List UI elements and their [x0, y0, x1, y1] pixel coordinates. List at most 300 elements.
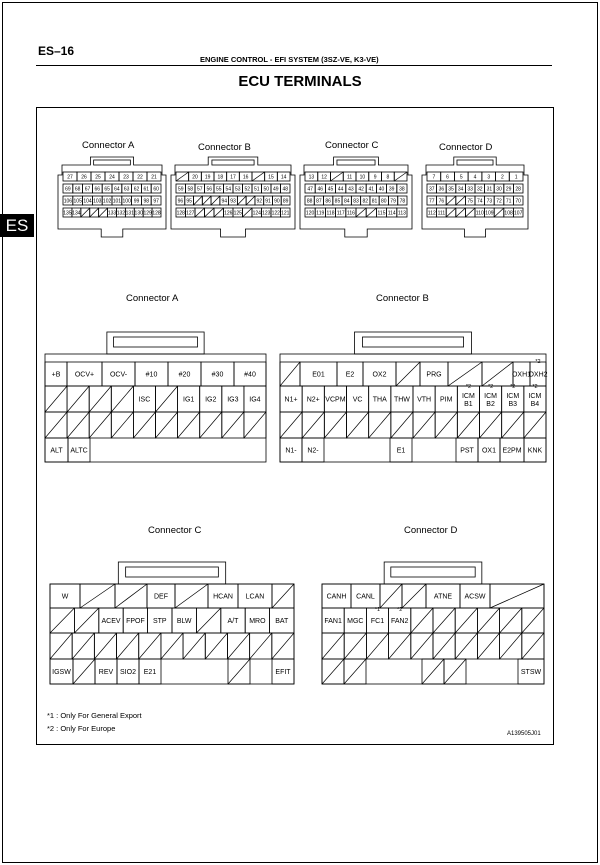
- connector-b-terminal-label: N1+: [284, 396, 298, 404]
- photo-connector-b-label: Connector B: [198, 142, 251, 153]
- photo-connector-b-pin-blank-slash: [194, 196, 203, 205]
- photo-connector-c-pin-label: 44: [337, 186, 344, 193]
- connector-c-terminal-label: ACEV: [101, 618, 121, 625]
- connector-b-superscript: *2: [510, 384, 516, 390]
- connector-b-terminal-label: E2: [345, 371, 355, 379]
- photo-connector-b-pin-label: 123: [262, 210, 271, 217]
- connector-d-terminal-label: CANL: [356, 593, 375, 601]
- photo-connector-d-pin-label: 5: [459, 174, 463, 181]
- connector-d-label: Connector D: [404, 525, 458, 536]
- photo-connector-c-pin-blank-slash: [394, 172, 407, 181]
- photo-connector-b-pin-label: 51: [253, 186, 260, 193]
- connector-d-blank-cell-slash: [402, 584, 426, 608]
- photo-connector-c-pin-label: 11: [347, 174, 353, 181]
- photo-connector-b-pin-label: 49: [272, 186, 279, 193]
- photo-connector-c-pin-label: 39: [388, 186, 395, 193]
- connector-a-terminal-label: IG3: [227, 396, 239, 404]
- connector-b-latch-inner: [362, 337, 463, 347]
- connector-d-terminal-label: ATNE: [433, 593, 453, 601]
- connector-d-blank-cell-slash: [366, 633, 388, 659]
- connector-a-blank-cell-slash: [111, 412, 133, 438]
- photo-connector-c-pin-label: 114: [387, 210, 396, 217]
- connector-c-terminal-label: REV: [98, 669, 114, 676]
- photo-connector-d-pin-label: 108: [504, 210, 513, 217]
- connector-c-blank-cell-slash: [183, 633, 205, 659]
- photo-connector-d-latch: [457, 160, 493, 165]
- connector-d-blank-cell-slash: [455, 633, 477, 659]
- photo-connector-b-pin-label: 94: [221, 198, 228, 205]
- photo-connector-c-pin-label: 86: [325, 198, 331, 205]
- connector-b-blank-cell-slash: [302, 412, 324, 438]
- connector-d-blank-cell-slash: [455, 608, 477, 633]
- connector-c-blank-cell-slash: [228, 659, 250, 684]
- photo-connector-d-pin-label: 35: [448, 186, 454, 193]
- connector-a-terminal-label: #40: [244, 371, 256, 379]
- photo-connector-a-pin-label: 101: [112, 198, 122, 205]
- photo-connector-d-pin-label: 2: [501, 174, 504, 181]
- photo-connector-c-pin-label: 83: [353, 198, 359, 205]
- photo-connector-b-pin-label: 92: [256, 198, 263, 205]
- connector-a-label: Connector A: [126, 293, 179, 304]
- connector-a-terminal-label: IG4: [249, 396, 261, 404]
- connector-d-blank-cell-slash: [433, 608, 455, 633]
- photo-connector-a-pin-label: 97: [153, 198, 159, 205]
- photo-connector-a-pin-label: 130: [134, 210, 143, 217]
- connector-d-terminal-label: FAN2: [390, 618, 409, 625]
- connector-b-terminal-label: B4: [530, 401, 540, 408]
- connector-d-terminal-label: ACSW: [464, 593, 486, 601]
- connector-b-terminal-label: B1: [464, 401, 473, 408]
- connector-c-blank-cell-slash: [139, 633, 161, 659]
- connector-c-terminal-label: FPOF: [126, 618, 145, 625]
- photo-connector-b-pin-label: 15: [268, 174, 274, 181]
- connector-d-blank-cell-slash: [344, 659, 366, 684]
- connector-a-blank-cell-slash: [156, 412, 178, 438]
- photo-connector-a-pin-label: 65: [104, 186, 110, 193]
- connector-b-terminal-label: OXH1: [511, 371, 532, 379]
- note-europe: *2 : Only For Europe: [47, 724, 116, 733]
- connector-b-terminal-label: PRG: [426, 371, 442, 379]
- connector-d-superscript: *1: [374, 607, 381, 613]
- photo-connector-d-pin-label: 110: [475, 210, 484, 217]
- connector-c-label: Connector C: [148, 525, 202, 536]
- photo-connector-d-pin-blank-slash: [446, 196, 456, 205]
- photo-connector-a-pin-label: 102: [102, 198, 112, 205]
- connector-c-blank-cell-slash: [250, 633, 272, 659]
- connector-c-blank-cell-slash: [272, 584, 294, 608]
- photo-connector-d-pin-label: 30: [496, 186, 502, 193]
- photo-connector-c-pin-label: 78: [399, 198, 406, 205]
- connector-b-blank-cell-slash: [480, 412, 502, 438]
- connector-d-blank-cell-slash: [411, 608, 433, 633]
- photo-connector-c-pin-label: 40: [378, 186, 385, 193]
- photo-connector-d-pin-label: 71: [505, 198, 512, 205]
- connector-c-latch-inner: [126, 567, 219, 577]
- connector-a-blank-cell-slash: [111, 386, 133, 412]
- photo-connector-d-pin-label: 76: [438, 198, 445, 205]
- connector-a-terminal-label: ALT: [50, 447, 63, 455]
- connector-a-blank-cell-slash: [45, 386, 67, 412]
- photo-connector-c-pin-label: 10: [359, 174, 366, 181]
- connector-b-superscript: *2: [465, 384, 472, 390]
- photo-connector-a-pin-label: 27: [67, 174, 73, 181]
- photo-connector-d-pin-label: 77: [429, 198, 435, 205]
- connector-c-blank-cell-slash: [205, 633, 227, 659]
- connector-a-terminal-label: ALTC: [70, 447, 88, 455]
- photo-connector-a-pin-blank-slash: [81, 208, 90, 217]
- photo-connector-c-pin-label: 12: [321, 174, 327, 181]
- photo-connector-d-pin-label: 74: [477, 198, 483, 205]
- photo-connector-a-pin-label: 24: [109, 174, 115, 181]
- connector-b-blank-cell-slash: [524, 412, 546, 438]
- note-general-export: *1 : Only For General Export: [47, 711, 142, 720]
- photo-connector-b-pin-blank-slash: [246, 196, 255, 205]
- connector-b-terminal-label: OX2: [372, 371, 387, 379]
- photo-connector-b-pin-label: 93: [230, 198, 236, 205]
- photo-connector-a-pin-label: 100: [122, 198, 131, 205]
- photo-connector-a-pin-label: 99: [133, 198, 140, 205]
- connector-b-blank-cell-slash: [369, 412, 391, 438]
- connector-c-terminal-label: HCAN: [213, 593, 233, 601]
- connector-b-terminal-label: VC: [352, 396, 363, 404]
- photo-connector-b-pin-label: 19: [204, 174, 211, 181]
- photo-connector-a-pin-label: 63: [123, 186, 130, 193]
- connector-d-blank-cell-slash: [500, 608, 522, 633]
- connector-c-blank-cell-slash: [161, 633, 183, 659]
- photo-connector-d-pin-blank-slash: [456, 208, 466, 217]
- photo-connector-d-pin-label: 7: [432, 174, 436, 181]
- photo-connector-a-pin-label: 133: [107, 210, 117, 217]
- connector-b-terminal-label: ICM: [484, 393, 498, 400]
- connector-b-blank-cell-slash: [435, 412, 457, 438]
- connector-b-blank-cell-slash: [457, 412, 479, 438]
- connector-b-terminal-label: PIM: [440, 396, 453, 404]
- photo-connector-d-pin-label: 31: [486, 186, 493, 193]
- connector-d-blank-cell-slash: [500, 633, 522, 659]
- photo-connector-a-pin-label: 104: [83, 198, 92, 205]
- photo-connector-c-pin-label: 47: [307, 186, 313, 193]
- photo-connector-b-pin-blank-slash: [214, 208, 224, 217]
- connector-c-blank-cell-slash: [94, 633, 116, 659]
- connector-d-blank-cell-slash: [477, 633, 499, 659]
- connector-b-terminal-label: B2: [486, 401, 495, 408]
- photo-connector-c-pin-label: 81: [371, 198, 378, 205]
- photo-connector-a-pin-label: 62: [133, 186, 140, 193]
- connector-c-terminal-label: LCAN: [245, 593, 265, 601]
- photo-connector-a-pin-label: 103: [93, 198, 102, 205]
- photo-connector-b-pin-label: 127: [186, 210, 195, 217]
- photo-connector-c-pin-blank-slash: [356, 208, 366, 217]
- photo-connector-d-pin-label: 111: [437, 210, 446, 217]
- photo-connector-c-pin-label: 80: [381, 198, 387, 205]
- connector-a-terminal-label: IG1: [183, 396, 195, 404]
- connector-d-terminal-label: FAN1: [324, 618, 342, 625]
- photo-connector-c-pin-label: 87: [316, 198, 322, 205]
- photo-connector-c-pin-label: 9: [373, 174, 377, 181]
- photo-connector-c-pin-blank-slash: [331, 172, 344, 181]
- connector-a-blank-cell-slash: [67, 386, 89, 412]
- photo-connector-a-pin-label: 131: [125, 210, 134, 217]
- photo-connector-a-pin-label: 129: [143, 210, 152, 217]
- photo-connector-b-pin-label: 54: [225, 186, 232, 193]
- photo-connector-d-pin-label: 107: [514, 210, 523, 217]
- connector-a-terminal-label: ISC: [138, 396, 151, 404]
- connector-d-blank-cell-slash: [389, 633, 411, 659]
- connector-b-blank-cell-slash: [347, 412, 369, 438]
- photo-connector-c-pin-label: 113: [397, 210, 406, 217]
- connector-d-blank-cell-slash: [422, 659, 444, 684]
- connector-a-blank-cell-slash: [156, 386, 178, 412]
- photo-connector-b-pin-label: 122: [271, 210, 280, 217]
- photo-connector-d-pin-label: 29: [505, 186, 512, 193]
- photo-connector-b-pin-label: 14: [280, 174, 287, 181]
- photo-connector-d-pin-label: 28: [515, 186, 521, 193]
- photo-connector-c-pin-label: 42: [358, 186, 364, 193]
- connector-a-terminal-label: OCV-: [109, 371, 128, 379]
- photo-connector-a-pin-label: 61: [143, 186, 150, 193]
- photo-connector-a-pin-label: 67: [84, 186, 91, 193]
- photo-connector-d-pin-label: 37: [429, 186, 435, 193]
- photo-connector-b-pin-label: 125: [233, 210, 242, 217]
- connector-b-blank-cell-slash: [502, 412, 524, 438]
- figure-code: A139505J01: [507, 731, 541, 737]
- section-header: ENGINE CONTROL - EFI SYSTEM (3SZ-VE, K3-VE): [200, 55, 379, 64]
- photo-connector-b-pin-blank-slash: [243, 208, 253, 217]
- connector-b-blank-cell-slash: [448, 362, 482, 386]
- photo-connector-d-pin-label: 73: [486, 198, 493, 205]
- photo-connector-c-pin-label: 82: [362, 198, 369, 205]
- photo-connector-b-pin-label: 89: [282, 198, 289, 205]
- connector-b-terminal-label: OX1: [481, 447, 497, 455]
- connector-c-blank-cell-slash: [72, 633, 94, 659]
- photo-connector-a-pin-blank-slash: [90, 208, 99, 217]
- connector-b-terminal-label: N2-: [307, 447, 319, 455]
- photo-connector-b-pin-label: 95: [186, 198, 192, 205]
- connector-b-terminal-label: ICM: [506, 393, 520, 400]
- connector-a-blank-cell-slash: [178, 412, 200, 438]
- connector-a-terminal-label: #10: [145, 371, 158, 379]
- photo-connector-d-pin-blank-slash: [446, 208, 456, 217]
- photo-connector-c-pin-blank-slash: [366, 208, 376, 217]
- photo-connector-c-pin-label: 43: [348, 186, 354, 193]
- photo-connector-b-pin-label: 56: [206, 186, 213, 193]
- connector-b-terminal-label: E1: [396, 447, 406, 455]
- connector-b-label: Connector B: [376, 293, 429, 304]
- connector-c-latch: [118, 562, 225, 584]
- photo-connector-d-pin-blank-slash: [494, 208, 504, 217]
- photo-connector-b-pin-label: 18: [217, 174, 224, 181]
- connector-b-terminal-label: OXH2: [528, 371, 548, 379]
- photo-connector-b-pin-label: 96: [177, 198, 184, 205]
- connector-b-blank-cell-slash: [324, 412, 346, 438]
- photo-connector-c-pin-label: 116: [346, 210, 355, 217]
- connector-c-blank-cell-slash: [50, 633, 72, 659]
- photo-connector-c-pin-label: 13: [308, 174, 315, 181]
- photo-connector-b-pin-label: 58: [187, 186, 194, 193]
- connector-c-blank-cell-slash: [73, 659, 95, 684]
- connector-b-terminal-label: E01: [312, 371, 325, 379]
- photo-connector-a-pin-label: 23: [123, 174, 129, 181]
- photo-connector-b-pin-label: 121: [281, 210, 290, 217]
- photo-connector-c-pin-label: 46: [317, 186, 324, 193]
- connector-a-blank-cell-slash: [45, 412, 67, 438]
- connector-d-blank-cell-slash: [522, 608, 544, 633]
- photo-connector-a-pin-label: 60: [153, 186, 159, 193]
- photo-connector-d-pin-label: 4: [473, 174, 477, 181]
- photo-connector-b-pin-blank-slash: [176, 172, 189, 181]
- photo-connector-d-pin-label: 32: [477, 186, 483, 193]
- photo-connector-d-pin-label: 36: [438, 186, 445, 193]
- photo-connector-c-pin-label: 41: [368, 186, 375, 193]
- connector-b-terminal-label: VCPM: [325, 396, 346, 404]
- connector-a-terminal-label: OCV+: [74, 371, 95, 379]
- connector-c-terminal-label: IGSW: [52, 669, 71, 676]
- connector-d-terminal-label: FC1: [370, 618, 385, 625]
- photo-connector-b-pin-label: 126: [224, 210, 233, 217]
- photo-connector-d-pin-label: 3: [487, 174, 491, 181]
- photo-connector-c-label: Connector C: [325, 140, 379, 151]
- photo-connector-a-pin-label: 98: [143, 198, 150, 205]
- photo-connector-a-pin-label: 68: [74, 186, 81, 193]
- photo-connector-c-pin-label: 115: [377, 210, 386, 217]
- photo-connector-a-pin-blank-slash: [99, 208, 108, 217]
- photo-connector-b-pin-label: 128: [176, 210, 185, 217]
- photo-connector-c-pin-label: 119: [316, 210, 325, 217]
- photo-connector-d-label: Connector D: [439, 142, 493, 153]
- connector-b-blank-cell-slash: [280, 412, 302, 438]
- photo-connector-c-pin-label: 88: [306, 198, 313, 205]
- photo-connector-c-pin-label: 8: [386, 174, 390, 181]
- connector-a-blank-cell-slash: [89, 386, 111, 412]
- photo-connector-d-pin-label: 33: [467, 186, 473, 193]
- connector-c-blank-cell-slash: [50, 608, 74, 633]
- connector-d-blank-cell-slash: [411, 633, 433, 659]
- photo-connector-b-pin-label: 57: [196, 186, 203, 193]
- connector-c-terminal-label: DEF: [154, 593, 168, 601]
- photo-connector-d-pin-label: 72: [496, 198, 502, 205]
- photo-connector-b-pin-label: 55: [215, 186, 222, 193]
- connector-b-terminal-label: E2PM: [502, 447, 522, 455]
- photo-connector-b-pin-label: 52: [244, 186, 251, 193]
- connector-c-blank-cell-slash: [117, 633, 139, 659]
- connector-c-terminal-label: BAT: [275, 618, 289, 625]
- connector-c-blank-cell-slash: [272, 633, 294, 659]
- photo-connector-d-pin-label: 1: [514, 174, 518, 181]
- photo-connector-b-pin-label: 90: [274, 198, 280, 205]
- connector-b-terminal-label: N1-: [285, 447, 297, 455]
- connector-d-terminal-label: MGC: [347, 618, 364, 625]
- photo-connector-d-pin-blank-slash: [456, 196, 466, 205]
- photo-connector-b-pin-blank-slash: [202, 196, 211, 205]
- es-section-tab: ES: [0, 214, 34, 237]
- connector-d-blank-cell-slash: [322, 659, 344, 684]
- photo-connector-a-pin-label: 69: [65, 186, 71, 193]
- connector-b-latch: [354, 332, 471, 354]
- page-title: ECU TERMINALS: [238, 73, 362, 90]
- connector-a-blank-cell-slash: [133, 412, 155, 438]
- connector-d-blank-cell-slash: [477, 608, 499, 633]
- photo-connector-b-pin-label: 124: [252, 210, 261, 217]
- connector-b-blank-cell-slash: [413, 412, 435, 438]
- photo-connector-a-pin-label: 66: [94, 186, 101, 193]
- photo-connector-c-housing: [300, 157, 412, 237]
- connector-c-blank-cell-slash: [196, 608, 220, 633]
- connector-a-blank-cell-slash: [67, 412, 89, 438]
- photo-connector-a-pin-label: 22: [137, 174, 143, 181]
- connector-b-terminal-label: THW: [393, 396, 410, 404]
- photo-connector-d-pin-label: 75: [467, 198, 473, 205]
- photo-connector-c-pin-label: 84: [343, 198, 350, 205]
- photo-connector-b-pin-blank-slash: [252, 172, 265, 181]
- photo-connector-d-pin-label: 70: [515, 198, 521, 205]
- photo-connector-b-pin-blank-slash: [195, 208, 205, 217]
- photo-connector-a-pin-label: 106: [63, 198, 73, 205]
- connector-c-terminal-label: MRO: [249, 618, 266, 625]
- page-label: ES–16: [38, 44, 75, 58]
- photo-connector-a-pin-label: 132: [116, 210, 126, 217]
- photo-connector-d-pin-label: 6: [446, 174, 449, 181]
- photo-connector-a-pin-label: 128: [152, 210, 161, 217]
- connector-c-terminal-label: EFIT: [275, 669, 291, 676]
- connector-a-latch-inner: [114, 337, 198, 347]
- connector-b-terminal-label: ICM: [461, 393, 475, 400]
- connector-b-blank-cell-slash: [280, 362, 300, 386]
- connector-b-terminal-label: N2+: [306, 396, 320, 404]
- photo-connector-b-pin-label: 91: [265, 198, 271, 205]
- connector-d-blank-cell-slash: [380, 584, 402, 608]
- photo-connector-d-pin-blank-slash: [465, 208, 475, 217]
- photo-connector-b-housing: [171, 157, 295, 237]
- photo-connector-a-pin-label: 21: [151, 174, 157, 181]
- connector-d-blank-cell-slash: [490, 584, 544, 608]
- connector-b-terminal-label: KNK: [527, 447, 543, 455]
- connector-d-blank-cell-slash: [322, 633, 344, 659]
- photo-connector-c-latch: [337, 160, 375, 165]
- photo-connector-c-pin-label: 85: [334, 198, 341, 205]
- photo-connector-a-pin-label: 26: [81, 174, 87, 181]
- photo-connector-b-pin-blank-slash: [211, 196, 220, 205]
- connector-b-terminal-label: B3: [508, 401, 518, 408]
- connector-a-latch: [107, 332, 204, 354]
- connector-b-terminal-label: PST: [460, 447, 474, 455]
- photo-connector-a-pin-label: 135: [63, 210, 72, 217]
- connector-c-terminal-label: SIO2: [120, 669, 136, 676]
- photo-connector-b-pin-blank-slash: [205, 208, 215, 217]
- connector-c-terminal-label: E21: [143, 669, 157, 676]
- connector-b-terminal-label: ICM: [528, 393, 542, 400]
- photo-connector-b-pin-label: 48: [282, 186, 289, 193]
- connector-c-blank-cell-slash: [175, 584, 208, 608]
- connector-b-terminal-label: VTH: [417, 396, 432, 404]
- connector-b-superscript: *2: [535, 359, 541, 365]
- photo-connector-c-pin-label: 45: [327, 186, 334, 193]
- photo-connector-a-pin-label: 105: [73, 198, 82, 205]
- connector-d-latch-inner: [391, 567, 475, 577]
- connector-c-terminal-label: BLW: [176, 618, 192, 625]
- connector-b-blank-cell-slash: [396, 362, 420, 386]
- photo-connector-b-pin-blank-slash: [237, 196, 246, 205]
- photo-connector-a-latch: [94, 160, 131, 165]
- connector-d-latch: [384, 562, 482, 584]
- photo-connector-b-pin-label: 59: [177, 186, 184, 193]
- connector-d-superscript: *2: [397, 607, 403, 613]
- photo-connector-c-pin-label: 38: [399, 186, 405, 193]
- photo-connector-b-pin-label: 16: [242, 174, 249, 181]
- connector-d-blank-cell-slash: [344, 633, 366, 659]
- connector-c-blank-cell-slash: [74, 608, 98, 633]
- connector-b-blank-cell-slash: [482, 362, 513, 386]
- photo-connector-a-pin-label: 25: [95, 174, 101, 181]
